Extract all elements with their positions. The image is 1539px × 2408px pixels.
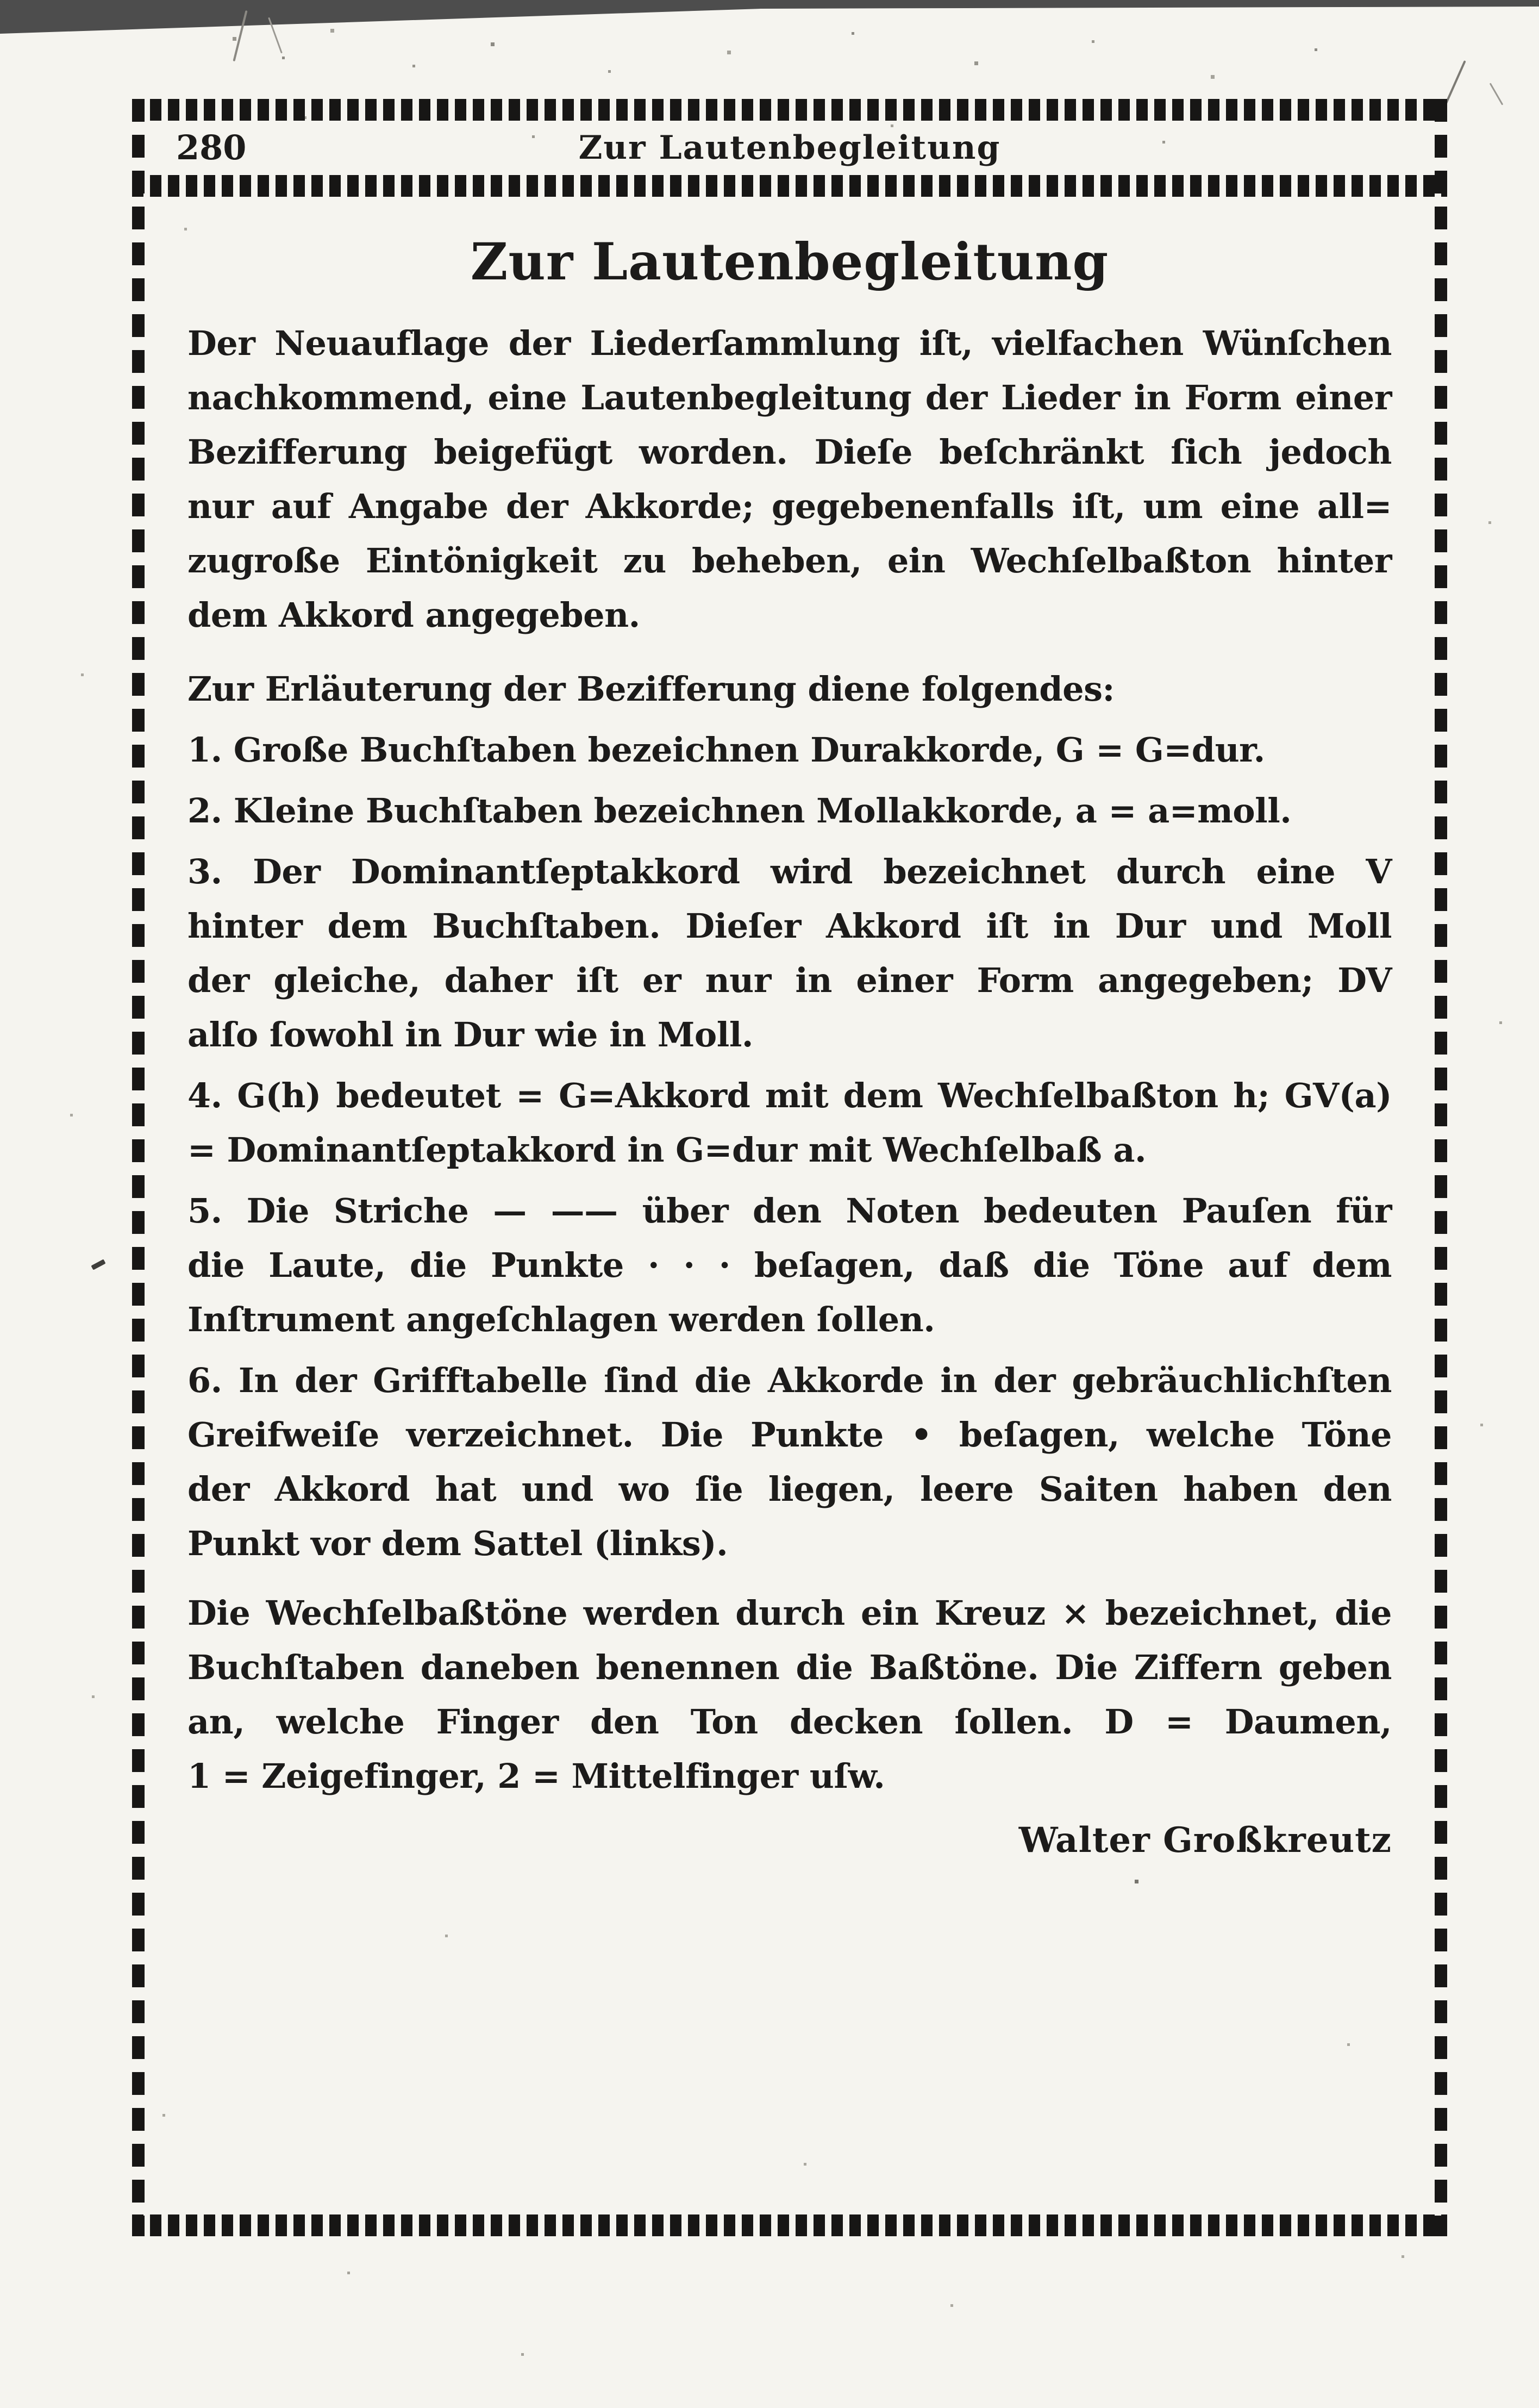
text-line: Inſtrument angeſchlagen werden ſollen. (187, 1300, 935, 1339)
text-line: dem Akkord angegeben. (187, 595, 640, 635)
pencil-mark (1490, 83, 1504, 105)
dashed-rule-below-header (132, 175, 1447, 197)
text-line: 1 = Zeigefinger, 2 = Mittelfinger uſw. (187, 1756, 885, 1796)
list-item-5 (187, 1184, 1392, 1347)
scan-edge-shadow (0, 0, 1539, 38)
dashed-border-left (132, 99, 145, 2236)
text-line: hinter dem Buchſtaben. Dieſer Akkord iſt in Dur und Moll (187, 906, 1392, 946)
text-line: die Laute, die Punkte · · · beſagen, daß die Töne auf dem (187, 1245, 1392, 1285)
text-line: Die Wechſelbaßtöne werden durch ein Kreuz × bezeichnet, die (187, 1593, 1392, 1633)
text-line: nachkommend, eine Lautenbegleitung der Lieder in Form einer (187, 378, 1392, 417)
list-item-6 (187, 1353, 1392, 1571)
text-line: = Dominantſeptakkord in G=dur mit Wechſelbaß a. (187, 1130, 1147, 1170)
text-line: 1. Große Buchſtaben bezeichnen Durakkorde, G = G=dur. (187, 730, 1265, 770)
closing-paragraph (187, 1586, 1392, 1804)
text-line: zugroße Eintönigkeit zu beheben, ein Wechſelbaßton hinter (187, 541, 1392, 581)
pencil-mark (1444, 60, 1466, 105)
dashed-border-right (1435, 99, 1447, 2236)
list-item-1 (187, 723, 1392, 777)
text-line: der gleiche, daher iſt er nur in einer Form angegeben; DV (187, 960, 1392, 1000)
author-signature: Walter Großkreutz (1018, 1820, 1392, 1861)
text-line: Der Neuauflage der Liederſammlung iſt, vielfachen Wünſchen (187, 323, 1392, 363)
text-line: der Akkord hat und wo ſie liegen, leere Saiten haben den (187, 1469, 1392, 1509)
text-line: Bezifferung beigefügt worden. Dieſe beſchränkt ſich jedoch (187, 432, 1392, 472)
list-item-4 (187, 1069, 1392, 1177)
dashed-border-bottom (132, 2214, 1447, 2236)
text-line: 6. In der Grifftabelle ſind die Akkorde in der gebräuchlichſten (187, 1361, 1392, 1400)
text-line: nur auf Angabe der Akkorde; gegebenenfalls iſt, um eine all= (187, 486, 1392, 526)
page-number: 280 (176, 128, 247, 167)
page-body (187, 197, 1392, 1868)
text-line: 4. G(h) bedeutet = G=Akkord mit dem Wechſelbaßton h; GV(a) (187, 1076, 1392, 1115)
dashed-border-top (132, 99, 1447, 121)
running-title: Zur Lautenbegleitung (578, 129, 1001, 167)
text-line: Greifweiſe verzeichnet. Die Punkte • beſagen, welche Töne (187, 1415, 1392, 1455)
text-line: 2. Kleine Buchſtaben bezeichnen Mollakkorde, a = a=moll. (187, 791, 1292, 831)
text-line: alſo ſowohl in Dur wie in Moll. (187, 1015, 753, 1055)
list-item-3 (187, 845, 1392, 1062)
page-header (145, 121, 1435, 175)
list-item-2 (187, 784, 1392, 838)
text-line: Zur Erläuterung der Bezifferung diene folgendes: (187, 669, 1115, 709)
text-line: 5. Die Striche — —— über den Noten bedeuten Pauſen für (187, 1191, 1392, 1231)
margin-ink-mark (91, 1259, 105, 1270)
text-line: 3. Der Dominantſeptakkord wird bezeichnet durch eine V (187, 852, 1392, 891)
page-frame (132, 99, 1447, 2236)
text-line: Punkt vor dem Sattel (links). (187, 1524, 728, 1563)
lead-paragraph (187, 662, 1392, 716)
intro-paragraph (187, 316, 1392, 642)
page-title: Zur Lautenbegleitung (470, 232, 1109, 292)
paper-speckles (0, 0, 2, 2)
text-line: an, welche Finger den Ton decken ſollen. D = Daumen, (187, 1702, 1392, 1742)
text-line: Buchſtaben daneben benennen die Baßtöne. Die Ziffern geben (187, 1648, 1392, 1687)
